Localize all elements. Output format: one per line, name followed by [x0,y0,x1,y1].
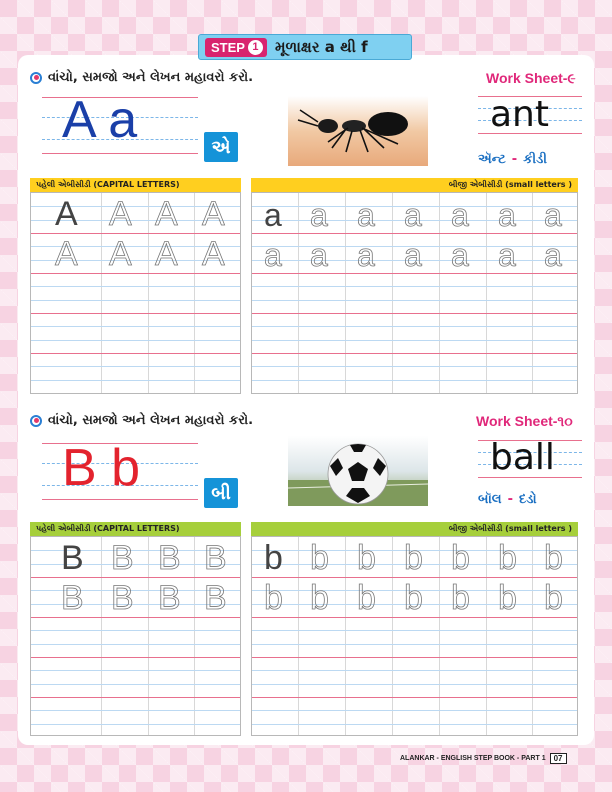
trace-letter: b [498,579,517,617]
trace-letter: A [202,235,225,273]
capital-writing-grid-2 [30,536,241,736]
big-letters-2: B b [62,439,141,497]
trace-letter: B [61,539,84,577]
trace-letter: A [55,235,78,273]
trace-letter: a [264,237,282,273]
football-image [288,436,428,506]
trace-letter: b [357,539,376,577]
bullet-icon [30,415,42,427]
trace-letter: A [155,235,178,273]
trace-letter: a [310,197,328,233]
trace-letter: a [404,197,422,233]
trace-letter: a [498,237,516,273]
small-writing-grid-1 [251,192,578,394]
word-2: ball [490,437,555,478]
trace-letter: b [264,539,283,577]
gujarati-sound-badge-2: બી [204,478,238,508]
trace-letter: a [451,237,469,273]
trace-letter: a [357,197,375,233]
trace-letter: b [451,539,470,577]
capital-letters-header-2: પહેલી એબીસીડી (CAPITAL LETTERS) [30,522,241,536]
trace-letter: B [204,579,227,617]
big-letters-1: A a [62,91,138,149]
trace-letter: b [357,579,376,617]
trace-letter: b [264,579,283,617]
trace-letter: B [158,579,181,617]
instruction-2: વાંચો, સમજો અને લેખન મહાવરો કરો. [30,413,253,428]
trace-letter: b [544,579,563,617]
trace-letter: B [61,579,84,617]
trace-letter: A [109,195,132,233]
step-banner [198,34,412,60]
trace-letter: b [310,539,329,577]
trace-letter: b [310,579,329,617]
trace-letter: b [544,539,563,577]
trace-letter: B [204,539,227,577]
small-letters-header-1: બીજી એબીસીડી (small letters ) [251,178,578,192]
worksheet-label-1: Work Sheet-૯ [486,70,576,86]
trace-letter: B [111,539,134,577]
bullet-icon [30,72,42,84]
small-letters-header-2: બીજી એબીસીડી (small letters ) [251,522,578,536]
trace-letter: a [357,237,375,273]
trace-letter: a [264,197,282,233]
trace-letter: a [498,197,516,233]
ant-image [288,96,428,166]
trace-letter: a [544,237,562,273]
footer-text: ALANKAR - ENGLISH STEP BOOK - PART 1 [400,755,546,762]
worksheet-label-2: Work Sheet-૧૦ [476,413,573,429]
page-number: 07 [550,753,567,764]
trace-letter: a [544,197,562,233]
trace-letter: A [202,195,225,233]
trace-letter: B [158,539,181,577]
trace-letter: b [498,539,517,577]
word-gujarati-1: ઍન્ટ - કીડી [478,152,547,167]
trace-letter: b [404,539,423,577]
word-1: ant [490,94,549,135]
capital-letters-header-1: પહેલી એબીસીડી (CAPITAL LETTERS) [30,178,241,192]
word-gujarati-2: બૉલ - દડો [478,492,537,507]
step-number: 1 [248,40,263,55]
trace-letter: A [109,235,132,273]
trace-letter: a [310,237,328,273]
trace-letter: b [451,579,470,617]
small-writing-grid-2 [251,536,578,736]
trace-letter: a [404,237,422,273]
capital-writing-grid-1 [30,192,241,394]
trace-letter: A [55,195,78,233]
step-title: મૂળાક્ષર a થી f [274,38,368,56]
page-footer [400,753,567,764]
trace-letter: b [404,579,423,617]
trace-letter: A [155,195,178,233]
instruction-1: વાંચો, સમજો અને લેખન મહાવરો કરો. [30,70,253,85]
trace-letter: a [451,197,469,233]
step-tag: STEP 1 [205,38,267,57]
gujarati-sound-badge-1: એ [204,132,238,162]
trace-letter: B [111,579,134,617]
